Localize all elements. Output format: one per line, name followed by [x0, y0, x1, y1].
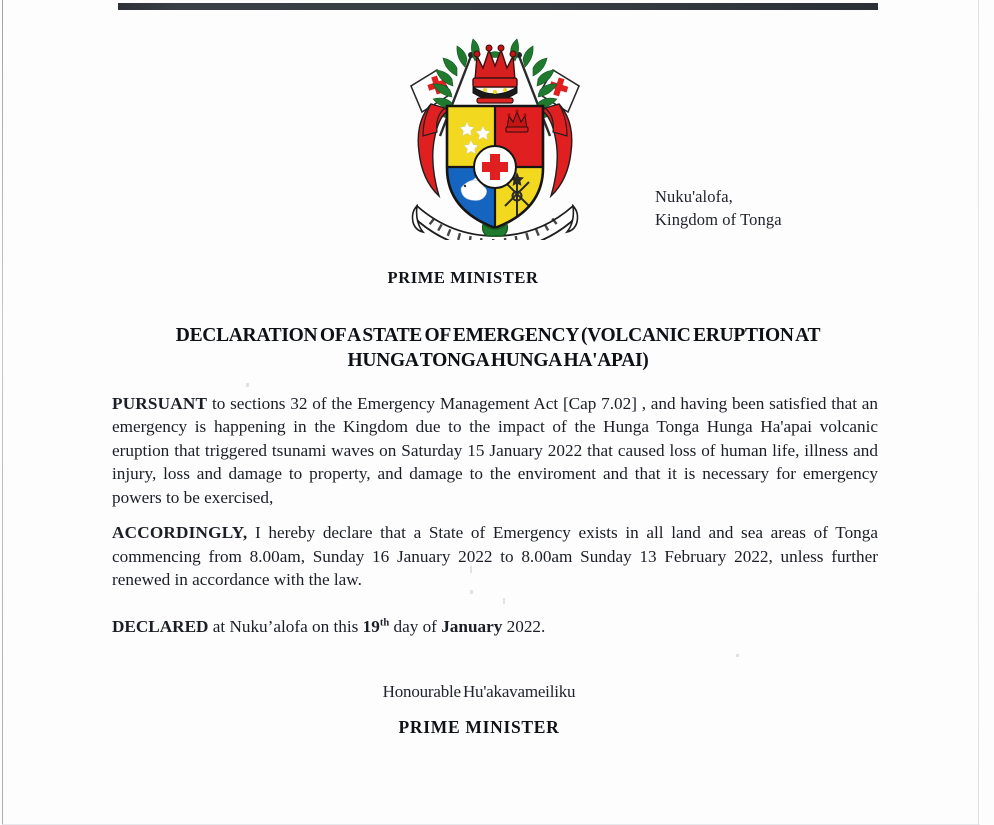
declared-mid: at Nuku’alofa on this	[208, 617, 363, 636]
declared-month: January	[441, 617, 503, 636]
declared-day-suffix: th	[379, 617, 390, 629]
document-title-line-1: DECLARATION OF A STATE OF EMERGENCY (VOLCANIC ERUPTION AT	[175, 325, 821, 346]
signatory-role: PRIME MINISTER	[398, 717, 560, 737]
scan-top-bar	[118, 3, 878, 10]
paragraph-text: I hereby declare that a State of Emergency exists in all land and sea areas of Tonga commencing from 8.00am, Sunday 16 January 2022 to 8.00am Sunday 13 February 2022, unless further renewed in accordance with the law.	[112, 523, 878, 590]
signature-block	[0, 682, 994, 738]
paragraph-pursuant	[112, 392, 878, 509]
paragraph-accordingly	[112, 521, 878, 591]
declared-year: 2022.	[502, 617, 546, 636]
declared-lead: DECLARED	[112, 617, 209, 636]
declared-day: 19	[362, 617, 380, 636]
paragraph-lead: PURSUANT	[112, 394, 208, 413]
address-block	[655, 186, 782, 232]
declared-line	[112, 617, 878, 637]
document-body	[112, 392, 878, 606]
scan-speckle	[736, 654, 739, 657]
scan-speckle	[246, 383, 249, 387]
coat-of-arms-icon	[395, 28, 595, 240]
paragraph-lead: ACCORDINGLY,	[112, 523, 248, 543]
signatory-name: Honourable Hu'akavameiliku	[382, 682, 576, 701]
document-title	[108, 324, 888, 374]
paragraph-text: to sections 32 of the Emergency Management Act [Cap 7.02] , and having been satisfied that an emergency is happening in the Kingdom due to the impact of the Hunga Tonga Hunga Ha'apai volcanic eruption that triggered tsunami waves on Saturday 15 January 2022 that caused loss of human life, illness and injury, loss and damage to property, and damage to the enviroment and that it is necessary for emergency powers to be exercised,	[112, 394, 878, 507]
declared-mid-2: day of	[389, 617, 442, 636]
office-heading: PRIME MINISTER	[387, 268, 539, 287]
address-line-1: Nuku'alofa,	[655, 187, 733, 206]
address-line-2: Kingdom of Tonga	[655, 209, 782, 229]
document-title-line-2: HUNGA TONGA HUNGA HA'APAI)	[347, 349, 649, 371]
